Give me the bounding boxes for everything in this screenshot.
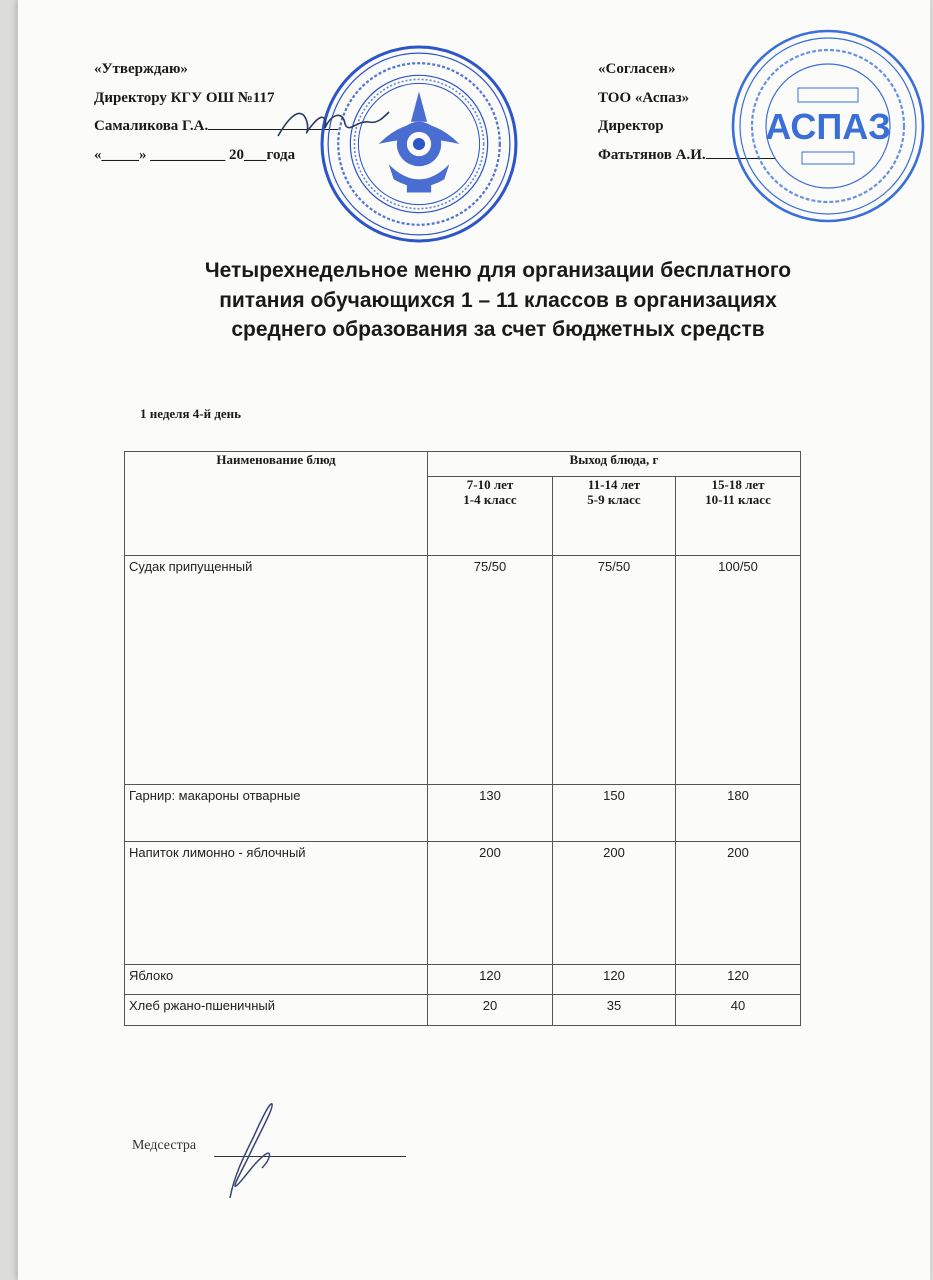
yield-value: 20 [428,995,553,1026]
yield-value: 150 [553,785,676,842]
age-header-1 [428,477,553,556]
table-row [125,842,801,965]
dish-name: Яблоко [125,965,428,995]
approval-day: «_____» [94,146,147,163]
yield-value: 100/50 [676,556,801,785]
menu-day-subtitle: 1 неделя 4-й день [140,406,242,421]
yield-value: 40 [676,995,801,1026]
nurse-signature-icon [210,1096,290,1208]
agree-company: ТОО «Аспаз» [598,89,690,106]
company-seal-text: АСПАЗ [765,106,891,147]
document-title: Четырехнедельное меню для организации бесплатного питания обучающихся 1 – 11 классов в организациях среднего образования за счет бюджетных средств [204,259,792,341]
yield-value: 120 [428,965,553,995]
approval-year: __________ 20___года [150,146,296,163]
yield-value: 200 [553,842,676,965]
yield-value: 180 [676,785,801,842]
dish-name: Гарнир: макароны отварные [125,785,428,842]
yield-value: 120 [676,965,801,995]
grade-range: 5-9 класс [587,492,641,507]
table-row [125,995,801,1026]
grade-range: 10-11 класс [705,492,771,507]
document-page [18,0,930,1280]
dish-name: Напиток лимонно - яблочный [125,842,428,965]
approver-signature-icon [273,100,393,150]
agree-name: Фатьтянов А.И. [598,146,706,163]
nurse-label: Медсестра [132,1138,197,1153]
table-header-row [125,452,801,477]
age-header-2 [553,477,676,556]
table-row [125,556,801,785]
menu-table [124,451,801,1026]
dish-name-header: Наименование блюд [125,452,428,556]
table-row [125,785,801,842]
yield-header: Выход блюда, г [428,452,801,477]
yield-value: 200 [676,842,801,965]
company-seal-icon [728,26,928,226]
dish-name: Хлеб ржано-пшеничный [125,995,428,1026]
approver-title: Директору КГУ ОШ №117 [94,89,275,106]
grade-range: 1-4 класс [463,492,517,507]
dish-name: Судак припущенный [125,556,428,785]
agree-position: Директор [598,118,664,134]
approver-name: Самаликова Г.А. [94,118,209,134]
age-header-3 [676,477,801,556]
age-range: 15-18 лет [711,477,765,492]
yield-value: 120 [553,965,676,995]
approve-label: «Утверждаю» [94,61,188,77]
age-range: 11-14 лет [587,477,641,492]
age-range: 7-10 лет [466,477,514,492]
yield-value: 200 [428,842,553,965]
yield-value: 35 [553,995,676,1026]
yield-value: 75/50 [428,556,553,785]
yield-value: 75/50 [553,556,676,785]
yield-value: 130 [428,785,553,842]
table-row [125,965,801,995]
agree-label: «Согласен» [598,61,676,77]
